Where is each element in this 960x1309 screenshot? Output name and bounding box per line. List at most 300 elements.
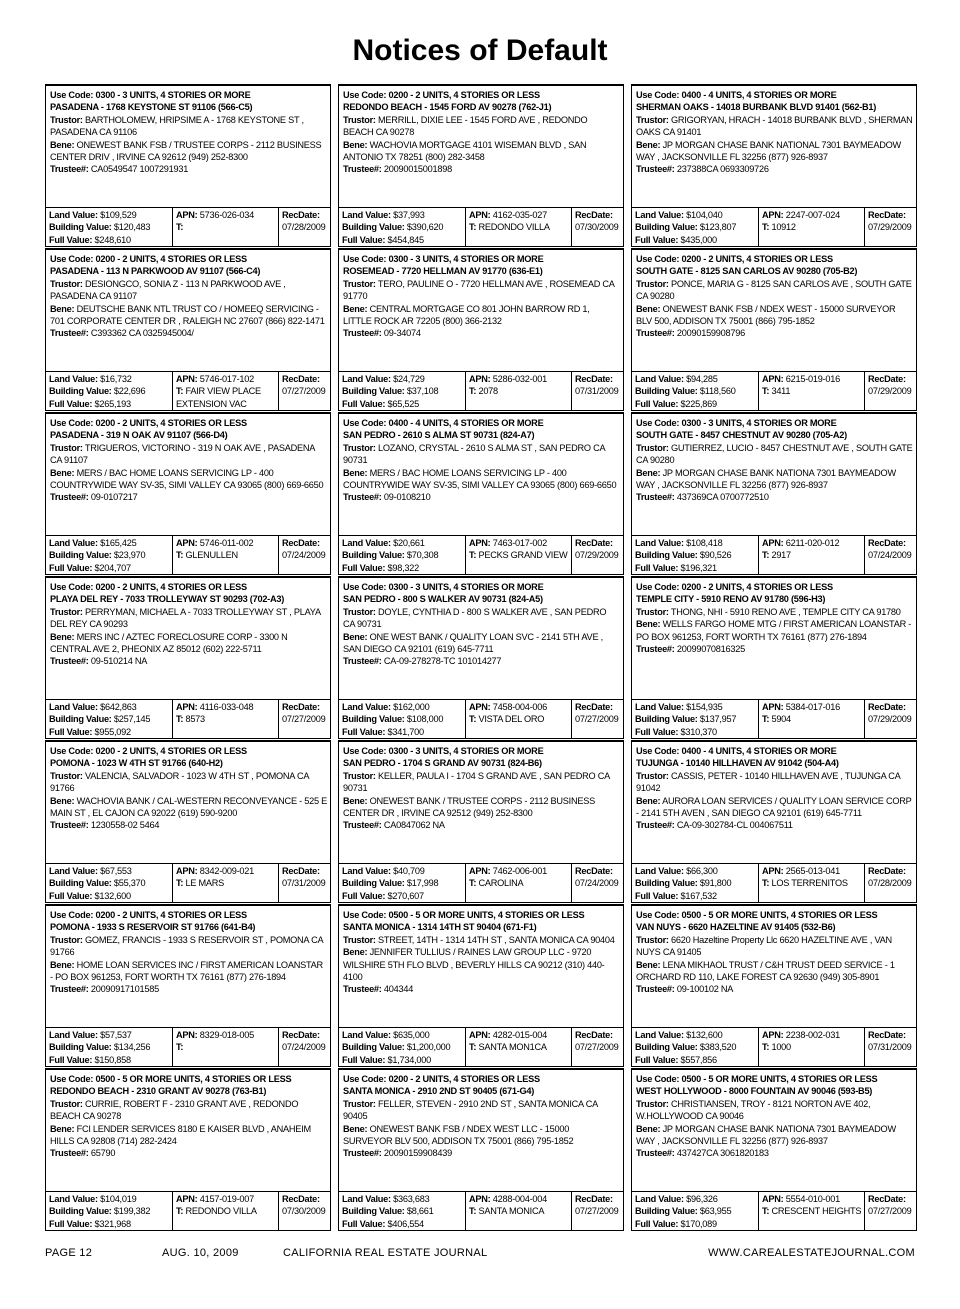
trustee-number-value: 20099070816325 (674, 644, 745, 655)
beneficiary (50, 139, 327, 164)
trustor-value: 6620 Hazeltine Property Llc 6620 HAZELTINE AVE , VAN NUYS CA 91405 (636, 934, 892, 958)
building-value (635, 385, 758, 397)
apn-value: 4157-019-007 (197, 1194, 254, 1204)
beneficiary-label: Bene: (636, 1123, 661, 1134)
recdate-label: RecDate: (868, 1030, 906, 1040)
apn-value: 4282-015-004 (490, 1030, 547, 1040)
notice-record (338, 248, 624, 412)
building-value (49, 1041, 172, 1053)
tract (469, 1205, 571, 1217)
tract-value: REDONDO VILLA (476, 222, 550, 233)
full-value (635, 234, 758, 246)
building-value (635, 1041, 758, 1053)
land-value-label: Land Value: (342, 1030, 391, 1040)
recdate-value: 07/27/2009 (282, 386, 326, 397)
recdate-value: 07/27/2009 (868, 1206, 912, 1217)
beneficiary-value: LENA MIKHAOL TRUST / C&H TRUST DEED SERVICE - 1 ORCHARD RD 110, LAKE FOREST CA 92630 (949) 305-8901 (636, 959, 895, 983)
trustee-number-label: Trustee#: (343, 1148, 382, 1159)
land-value-value: $104,040 (683, 210, 723, 220)
building-value-value: $383,520 (697, 1042, 737, 1053)
trustor (343, 934, 620, 946)
use-code: Use Code: 0200 - 2 UNITS, 4 STORIES OR LESS (50, 582, 247, 592)
use-code: Use Code: 0500 - 5 OR MORE UNITS, 4 STORIES OR LESS (50, 1074, 292, 1084)
property-address: SHERMAN OAKS - 14018 BURBANK BLVD 91401 (562-B1) (636, 102, 877, 113)
notice-text (46, 578, 330, 670)
recdate-cell (864, 372, 916, 410)
recdate-label: RecDate: (282, 866, 320, 876)
recdate-value: 07/24/2009 (575, 878, 619, 889)
recdate-label: RecDate: (282, 1030, 320, 1040)
notice-record (45, 84, 331, 248)
trustee-number-label: Trustee#: (50, 984, 89, 995)
apn-cell (465, 700, 571, 738)
building-value-label: Building Value: (49, 878, 112, 889)
beneficiary (50, 631, 327, 656)
tract-label: T: (469, 714, 477, 725)
apn-label: APN: (469, 1194, 491, 1204)
tract (469, 1041, 571, 1053)
building-value-value: $37,108 (404, 386, 439, 397)
trustee-number (636, 491, 913, 503)
building-value-label: Building Value: (635, 1042, 698, 1053)
tract-value: FAIR VIEW PLACE (183, 386, 261, 397)
trustor-value: STREET, 14TH - 1314 14TH ST , SANTA MONICA CA 90404 (375, 934, 615, 945)
building-value-label: Building Value: (342, 550, 405, 561)
beneficiary (636, 467, 913, 492)
trustee-number (50, 819, 327, 831)
building-value-label: Building Value: (635, 714, 698, 725)
land-value-label: Land Value: (49, 210, 98, 220)
full-value-label: Full Value: (342, 562, 386, 573)
recdate-label: RecDate: (282, 702, 320, 712)
tract-label: T: (176, 1206, 184, 1217)
trustee-number-value: 09-100102 NA (674, 984, 734, 995)
land-value-label: Land Value: (342, 374, 391, 384)
full-value (635, 890, 758, 902)
trustor (343, 442, 620, 467)
building-value-label: Building Value: (342, 714, 405, 725)
notice-record (631, 84, 917, 248)
tract (469, 713, 571, 725)
values-table (45, 207, 331, 247)
notice-box (631, 576, 917, 700)
values-cell (632, 864, 758, 902)
notice-record (338, 1068, 624, 1232)
trustor (50, 114, 327, 139)
building-value-value: $22,696 (111, 386, 146, 397)
use-code: Use Code: 0300 - 3 UNITS, 4 STORIES OR MORE (50, 90, 251, 100)
apn-cell (758, 1028, 864, 1066)
building-value (49, 221, 172, 233)
land-value-value: $363,683 (390, 1194, 430, 1204)
full-value-value: $225,869 (678, 398, 717, 409)
apn-label: APN: (469, 210, 491, 220)
apn-value: 7462-006-001 (490, 866, 547, 876)
full-value-value: $557,856 (678, 1054, 717, 1065)
building-value-label: Building Value: (49, 714, 112, 725)
notice-text (339, 578, 623, 670)
recdate-cell (571, 208, 623, 246)
building-value-value: $257,145 (111, 714, 151, 725)
trustor (636, 278, 913, 303)
full-value (342, 890, 465, 902)
beneficiary (343, 467, 620, 492)
apn-cell (465, 1192, 571, 1230)
recdate-label: RecDate: (575, 538, 613, 548)
use-code: Use Code: 0200 - 2 UNITS, 4 STORIES OR LESS (343, 1074, 540, 1084)
trustor-value: TRIGUEROS, VICTORINO - 319 N OAK AVE , PASADENA CA 91107 (50, 442, 315, 466)
recdate-value: 07/29/2009 (868, 714, 912, 725)
beneficiary-label: Bene: (343, 467, 368, 478)
full-value-value: $310,370 (678, 726, 717, 737)
trustee-number (636, 983, 913, 995)
use-code: Use Code: 0400 - 4 UNITS, 4 STORIES OR MORE (343, 418, 544, 428)
building-value (49, 713, 172, 725)
building-value-value: $1,200,000 (404, 1042, 451, 1053)
use-code: Use Code: 0500 - 5 OR MORE UNITS, 4 STORIES OR LESS (636, 1074, 878, 1084)
recdate-value: 07/29/2009 (868, 222, 912, 233)
beneficiary (636, 139, 913, 164)
beneficiary-value: ONEWEST BANK FSB / NDEX WEST - 15000 SURVEYOR BLV 500, ADDISON TX 75001 (866) 795-1852 (636, 303, 896, 327)
notice-record (45, 1068, 331, 1232)
apn-cell (172, 700, 278, 738)
land-value-value: $57,537 (97, 1030, 132, 1040)
building-value-value: $123,807 (697, 222, 737, 233)
beneficiary-value: JP MORGAN CHASE BANK NATIONA 7301 BAYMEADOW WAY , JACKSONVILLE FL 32256 (877) 926-8937 (636, 1123, 896, 1147)
notice-box (338, 412, 624, 536)
trustee-number-label: Trustee#: (343, 656, 382, 667)
notice-record (45, 248, 331, 412)
building-value-label: Building Value: (635, 550, 698, 561)
tract-value: PECKS GRAND VIEW (476, 550, 568, 561)
tract-value: 2078 (476, 386, 498, 397)
values-cell (46, 864, 172, 902)
full-value-value: $98,322 (385, 562, 419, 573)
tract-continued: EXTENSION VAC (176, 398, 247, 409)
trustee-number (343, 1147, 620, 1159)
recdate-value: 07/30/2009 (282, 1206, 326, 1217)
trustee-number (343, 655, 620, 667)
beneficiary-label: Bene: (50, 467, 75, 478)
trustee-number-label: Trustee#: (636, 1148, 675, 1159)
land-value-value: $67,553 (97, 866, 132, 876)
land-value-label: Land Value: (635, 1194, 684, 1204)
apn-label: APN: (762, 210, 784, 220)
trustee-number-value: CA-09-278278-TC 101014277 (381, 656, 502, 667)
trustor-value: VALENCIA, SALVADOR - 1023 W 4TH ST , POMONA CA 91766 (50, 770, 309, 794)
values-cell (632, 536, 758, 574)
tract-label: T: (176, 878, 184, 889)
land-value (49, 865, 172, 877)
values-cell (46, 536, 172, 574)
use-code: Use Code: 0400 - 4 UNITS, 4 STORIES OR MORE (636, 746, 837, 756)
values-table (45, 1027, 331, 1067)
trustee-number-label: Trustee#: (343, 492, 382, 503)
land-value (49, 537, 172, 549)
property-address: REDONDO BEACH - 1545 FORD AV 90278 (762-J1) (343, 102, 552, 113)
land-value-value: $104,019 (97, 1194, 137, 1204)
land-value-label: Land Value: (342, 210, 391, 220)
apn-value: 2247-007-024 (783, 210, 840, 220)
beneficiary (343, 795, 620, 820)
trustee-number-label: Trustee#: (636, 644, 675, 655)
land-value (49, 1193, 172, 1205)
trustee-number-label: Trustee#: (636, 984, 675, 995)
tract-label: T: (762, 386, 770, 397)
trustee-number (343, 819, 620, 831)
recdate-cell (571, 1192, 623, 1230)
beneficiary-label: Bene: (636, 303, 661, 314)
notice-text (339, 86, 623, 178)
full-value-value: $270,607 (385, 890, 424, 901)
notice-text (339, 906, 623, 998)
values-cell (339, 700, 465, 738)
apn-value: 6215-019-016 (783, 374, 840, 384)
building-value-value: $17,998 (404, 878, 439, 889)
full-value-label: Full Value: (49, 562, 93, 573)
property-address: SAN PEDRO - 2610 S ALMA ST 90731 (824-A7) (343, 430, 535, 441)
recdate-cell (571, 864, 623, 902)
apn (176, 1193, 278, 1205)
recdate-value: 07/27/2009 (575, 714, 619, 725)
trustor-value: THONG, NHI - 5910 RENO AVE , TEMPLE CITY CA 91780 (668, 606, 901, 617)
apn-value: 7458-004-006 (490, 702, 547, 712)
apn (469, 537, 571, 549)
use-code: Use Code: 0200 - 2 UNITS, 4 STORIES OR LESS (636, 254, 833, 264)
recdate-label: RecDate: (575, 1194, 613, 1204)
footer-journal-name: CALIFORNIA REAL ESTATE JOURNAL (283, 1247, 488, 1259)
trustee-number (343, 327, 620, 339)
apn-cell (172, 536, 278, 574)
trustee-number-value: CA0847062 NA (381, 820, 445, 831)
trustor-label: Trustor: (636, 442, 669, 453)
beneficiary-value: MERS INC / AZTEC FORECLOSURE CORP - 3300 N CENTRAL AVE 2, PHEONIX AZ 85012 (602) 222-5711 (50, 631, 288, 655)
full-value (635, 726, 758, 738)
building-value-value: $199,382 (111, 1206, 151, 1217)
values-table (631, 1191, 917, 1231)
land-value (342, 1029, 465, 1041)
trustor (636, 114, 913, 139)
values-cell (46, 1028, 172, 1066)
notice-column (338, 84, 624, 1230)
trustee-number-label: Trustee#: (636, 492, 675, 503)
notice-text (46, 250, 330, 342)
beneficiary-label: Bene: (636, 619, 661, 630)
notice-column (45, 84, 331, 1230)
trustor-value: BARTHOLOMEW, HRIPSIME A - 1768 KEYSTONE ST , PASADENA CA 91106 (50, 114, 304, 138)
full-value-value: $454,845 (385, 234, 424, 245)
trustor (50, 606, 327, 631)
values-table (338, 535, 624, 575)
full-value (635, 398, 758, 410)
recdate-label: RecDate: (868, 1194, 906, 1204)
tract-label: T: (469, 222, 477, 233)
land-value-value: $642,863 (97, 702, 137, 712)
full-value-value: $955,092 (92, 726, 131, 737)
tract (176, 1205, 278, 1217)
notice-record (631, 412, 917, 576)
full-value-label: Full Value: (342, 1218, 386, 1229)
trustor (343, 278, 620, 303)
apn-label: APN: (176, 1194, 198, 1204)
values-cell (632, 372, 758, 410)
apn-value: 5286-032-001 (490, 374, 547, 384)
property-address: POMONA - 1023 W 4TH ST 91766 (640-H2) (50, 758, 223, 769)
values-cell (46, 372, 172, 410)
recdate-value: 07/31/2009 (282, 878, 326, 889)
building-value-label: Building Value: (342, 222, 405, 233)
full-value (49, 726, 172, 738)
beneficiary-label: Bene: (343, 795, 368, 806)
trustor-label: Trustor: (50, 114, 83, 125)
beneficiary-label: Bene: (636, 139, 661, 150)
notice-record (631, 1068, 917, 1232)
full-value-label: Full Value: (49, 1054, 93, 1065)
land-value (49, 1029, 172, 1041)
recdate-value: 07/24/2009 (868, 550, 912, 561)
tract-label: T: (762, 550, 770, 561)
trustee-number (636, 819, 913, 831)
trustor-label: Trustor: (50, 442, 83, 453)
full-value (49, 1218, 172, 1230)
building-value (635, 713, 758, 725)
trustor (343, 114, 620, 139)
beneficiary-label: Bene: (636, 959, 661, 970)
beneficiary-label: Bene: (343, 631, 368, 642)
beneficiary-value: CENTRAL MORTGAGE CO 801 JOHN BARROW RD 1, LITTLE ROCK AR 72205 (800) 366-2132 (343, 303, 590, 327)
trustee-number (50, 163, 327, 175)
tract (762, 713, 864, 725)
tract-value: CRESCENT HEIGHTS (769, 1206, 862, 1217)
footer-date: AUG. 10, 2009 (162, 1247, 239, 1259)
beneficiary-label: Bene: (50, 139, 75, 150)
land-value-label: Land Value: (49, 1194, 98, 1204)
trustee-number (343, 163, 620, 175)
land-value-label: Land Value: (342, 702, 391, 712)
trustor-label: Trustor: (50, 1098, 83, 1109)
notice-record (338, 904, 624, 1068)
apn (762, 865, 864, 877)
full-value-label: Full Value: (635, 1054, 679, 1065)
notice-record (338, 412, 624, 576)
beneficiary-label: Bene: (636, 467, 661, 478)
tract-label: T: (762, 222, 770, 233)
trustee-number-label: Trustee#: (343, 164, 382, 175)
recdate-value: 07/27/2009 (575, 1042, 619, 1053)
trustor-label: Trustor: (343, 1098, 376, 1109)
recdate-cell (571, 1028, 623, 1066)
trustor (636, 1098, 913, 1123)
land-value (635, 373, 758, 385)
trustor-label: Trustor: (636, 770, 669, 781)
building-value-value: $120,483 (111, 222, 151, 233)
land-value-label: Land Value: (635, 538, 684, 548)
land-value-value: $40,709 (390, 866, 425, 876)
land-value (342, 537, 465, 549)
beneficiary-value: MERS / BAC HOME LOANS SERVICING LP - 400 COUNTRYWIDE WAY SV-35, SIMI VALLEY CA 93065 (800) 669-6650 (50, 467, 324, 491)
building-value-label: Building Value: (635, 222, 698, 233)
tract (762, 877, 864, 889)
apn-cell (465, 536, 571, 574)
apn (176, 865, 278, 877)
values-cell (339, 372, 465, 410)
recdate-cell (278, 372, 330, 410)
full-value-value: $265,193 (92, 398, 131, 409)
property-address: POMONA - 1933 S RESERVOIR ST 91766 (641-B4) (50, 922, 256, 933)
full-value (49, 1054, 172, 1066)
beneficiary (343, 303, 620, 328)
apn-cell (172, 372, 278, 410)
apn-label: APN: (176, 538, 198, 548)
recdate-cell (278, 536, 330, 574)
apn (469, 701, 571, 713)
trustor-value: TERO, PAULINE O - 7720 HELLMAN AVE , ROSEMEAD CA 91770 (343, 278, 615, 302)
recdate-cell (571, 536, 623, 574)
recdate-cell (864, 1192, 916, 1230)
notice-record (45, 576, 331, 740)
trustor-value: FELLER, STEVEN - 2910 2ND ST , SANTA MONICA CA 90405 (343, 1098, 598, 1122)
values-cell (339, 864, 465, 902)
apn-value: 2238-002-031 (783, 1030, 840, 1040)
full-value-value: $435,000 (678, 234, 717, 245)
property-address: TEMPLE CITY - 5910 RENO AV 91780 (596-H3) (636, 594, 826, 605)
apn-label: APN: (762, 1030, 784, 1040)
land-value (635, 1193, 758, 1205)
apn-label: APN: (762, 538, 784, 548)
values-table (45, 863, 331, 903)
beneficiary-label: Bene: (50, 959, 75, 970)
full-value-label: Full Value: (49, 890, 93, 901)
land-value-value: $16,732 (97, 374, 132, 384)
building-value-label: Building Value: (49, 222, 112, 233)
recdate-value: 07/31/2009 (868, 1042, 912, 1053)
values-table (45, 371, 331, 411)
land-value (342, 373, 465, 385)
use-code: Use Code: 0200 - 2 UNITS, 4 STORIES OR LESS (50, 910, 247, 920)
full-value-label: Full Value: (49, 726, 93, 737)
property-address: REDONDO BEACH - 2310 GRANT AV 90278 (763-B1) (50, 1086, 267, 1097)
trustee-number-value: 20090159908796 (674, 328, 745, 339)
recdate-cell (864, 700, 916, 738)
trustee-number-label: Trustee#: (50, 328, 89, 339)
beneficiary (343, 946, 620, 983)
trustor-label: Trustor: (636, 114, 669, 125)
notice-record (45, 412, 331, 576)
building-value-label: Building Value: (49, 1042, 112, 1053)
recdate-cell (278, 1192, 330, 1230)
building-value-value: $55,370 (111, 878, 146, 889)
recdate-label: RecDate: (575, 210, 613, 220)
recdate-label: RecDate: (868, 538, 906, 548)
recdate-label: RecDate: (282, 374, 320, 384)
footer-page-number: PAGE 12 (45, 1247, 93, 1259)
tract-value: LOS TERRENITOS (769, 878, 848, 889)
tract (469, 877, 571, 889)
values-table (45, 1191, 331, 1231)
tract (762, 549, 864, 561)
notice-box (338, 904, 624, 1028)
beneficiary-label: Bene: (343, 139, 368, 150)
use-code: Use Code: 0200 - 2 UNITS, 4 STORIES OR LESS (343, 90, 540, 100)
apn-cell (758, 1192, 864, 1230)
land-value-label: Land Value: (49, 374, 98, 384)
recdate-label: RecDate: (868, 210, 906, 220)
land-value (635, 537, 758, 549)
values-table (338, 863, 624, 903)
trustee-number (50, 491, 327, 503)
trustor (343, 606, 620, 631)
tract-label: T: (176, 714, 184, 725)
